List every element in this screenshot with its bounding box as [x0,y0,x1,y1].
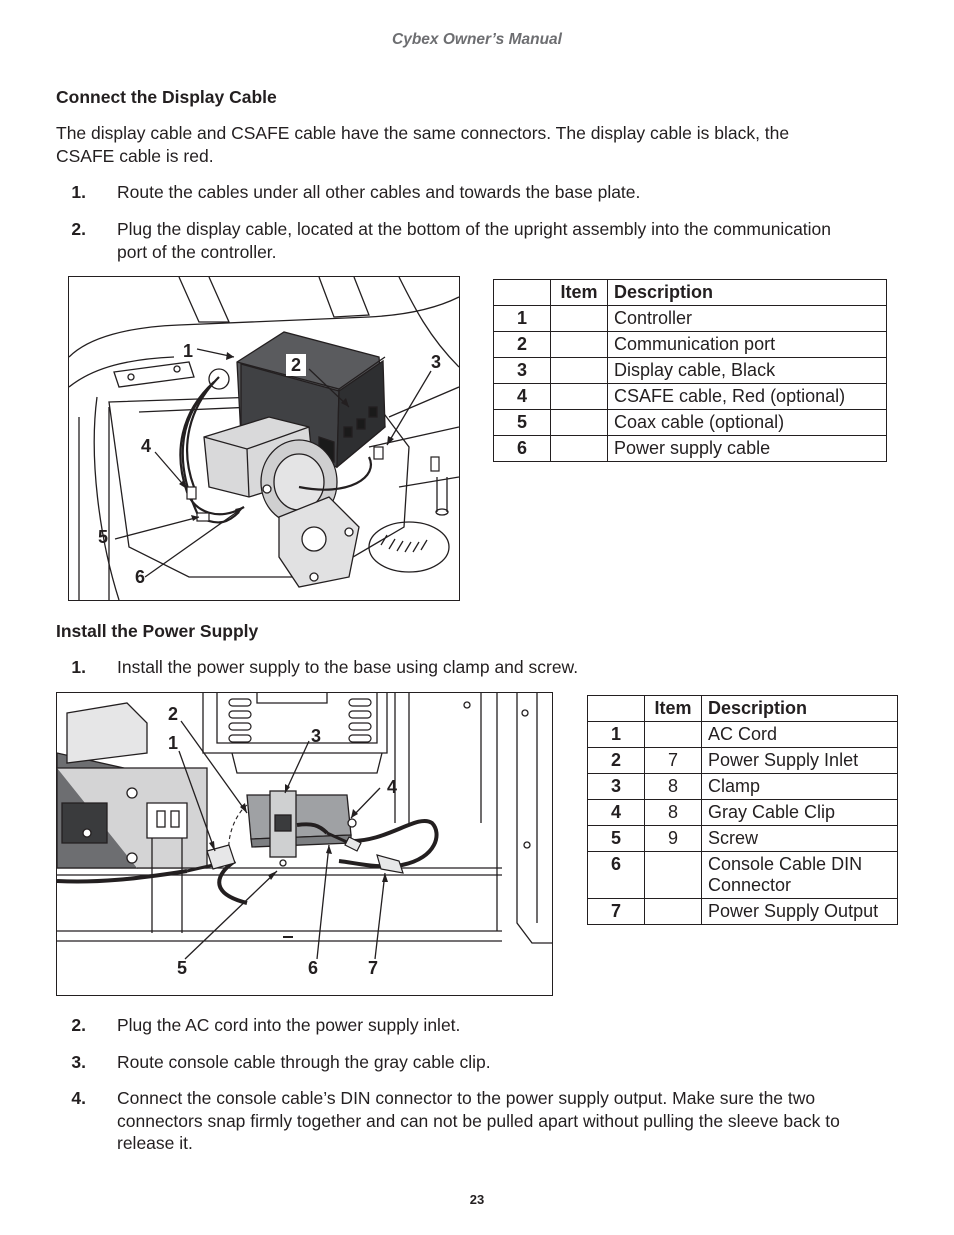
table-row [588,774,898,800]
row-number: 1 [588,722,645,748]
row-item [551,410,608,436]
row-number: 7 [588,899,645,925]
step-text-line-2: connectors snap firmly together and can not be pulled apart without pulling the sleeve back to [117,1110,840,1131]
step-1-route-cables [60,181,900,205]
header-number [494,280,551,306]
callout-6: 6 [308,958,319,978]
header-number [588,696,645,722]
table-row [494,384,887,410]
step-text [117,218,831,263]
row-description: Screw [702,826,898,852]
row-item: 9 [645,826,702,852]
callout-6: 6 [135,567,146,587]
callout-5: 5 [98,527,109,547]
step-text: Install the power supply to the base using clamp and screw. [117,657,579,677]
row-description: CSAFE cable, Red (optional) [608,384,887,410]
intro-paragraph [56,122,789,168]
row-item: 8 [645,774,702,800]
row-item [551,384,608,410]
table-row [588,826,898,852]
table-row [494,358,887,384]
row-description: Power Supply Inlet [702,748,898,774]
row-description: Coax cable (optional) [608,410,887,436]
callout-1: 1 [183,341,194,361]
header-item: Item [551,280,608,306]
table-row [588,800,898,826]
row-item: 7 [645,748,702,774]
running-header: Cybex Owner’s Manual [392,31,562,48]
step-number: 4. [71,1088,86,1108]
callout-3: 3 [311,726,322,746]
row-item [551,306,608,332]
step-text: Route the cables under all other cables and towards the base plate. [117,182,641,202]
row-item [645,852,702,899]
intro-line-1: The display cable and CSAFE cable have the same connectors. The display cable is black, the [56,123,790,143]
row-item [551,436,608,462]
controller-line-drawing [69,277,459,600]
row-item [645,899,702,925]
row-description-line-2: Connector [708,875,792,895]
step-2-plug-display-cable [60,218,900,264]
table-row [588,722,898,748]
step-1-install-power-supply [60,656,900,680]
table-row [588,899,898,925]
row-item [645,722,702,748]
header-description: Description [608,280,887,306]
row-description [702,852,898,899]
table-header-row [494,280,887,306]
step-3-route-console-cable [60,1051,900,1075]
row-description: Clamp [702,774,898,800]
row-number: 3 [494,358,551,384]
row-number: 2 [494,332,551,358]
row-description: Controller [608,306,887,332]
row-number: 6 [494,436,551,462]
row-description: AC Cord [702,722,898,748]
row-description: Communication port [608,332,887,358]
row-description: Gray Cable Clip [702,800,898,826]
step-text: Route console cable through the gray cable clip. [117,1052,491,1072]
step-4-connect-din-connector [60,1087,940,1157]
intro-line-2: CSAFE cable is red. [56,146,214,166]
step-number: 3. [71,1052,86,1072]
step-text-line-3: release it. [117,1133,193,1153]
page-number: 23 [469,1192,485,1207]
row-number: 4 [588,800,645,826]
table-row [494,332,887,358]
step-text-line-1: Connect the console cable’s DIN connector to the power supply output. Make sure the two [117,1088,816,1108]
section-heading-power-supply: Install the Power Supply [56,621,259,641]
figure-power-supply-illustration [56,692,553,996]
power-supply-line-drawing [57,693,552,995]
table-row [588,748,898,774]
row-number: 6 [588,852,645,899]
step-number: 1. [71,182,86,202]
callout-7: 7 [368,958,379,978]
row-number: 5 [588,826,645,852]
row-item [551,332,608,358]
step-text-line-2: port of the controller. [117,241,277,262]
row-number: 4 [494,384,551,410]
callout-2: 2 [168,704,179,724]
step-number: 2. [71,1015,86,1035]
table-row [494,436,887,462]
step-text: Plug the AC cord into the power supply inlet. [117,1015,461,1035]
callout-4: 4 [141,436,152,456]
step-2-plug-ac-cord [60,1014,900,1038]
figure-controller-illustration [68,276,460,601]
callout-1: 1 [168,733,179,753]
step-number: 1. [71,657,86,677]
row-number: 5 [494,410,551,436]
row-item [551,358,608,384]
row-number: 1 [494,306,551,332]
step-number: 2. [71,219,86,239]
step-text [117,1087,840,1155]
row-description-line-1: Console Cable DIN [708,854,863,874]
legend-table-display-cable [493,279,887,462]
header-item: Item [645,696,702,722]
legend-table-power-supply [587,695,898,925]
row-description: Display cable, Black [608,358,887,384]
row-item: 8 [645,800,702,826]
row-number: 2 [588,748,645,774]
section-heading-display-cable: Connect the Display Cable [56,87,277,107]
table-row [588,852,898,899]
table-row [494,306,887,332]
callout-3: 3 [431,352,442,372]
header-description: Description [702,696,898,722]
step-text-line-1: Plug the display cable, located at the bottom of the upright assembly into the communication [117,219,832,239]
row-description: Power supply cable [608,436,887,462]
callout-5: 5 [177,958,188,978]
row-description: Power Supply Output [702,899,898,925]
table-header-row [588,696,898,722]
table-row [494,410,887,436]
callout-4: 4 [387,777,398,797]
row-number: 3 [588,774,645,800]
callout-2: 2 [291,355,302,375]
